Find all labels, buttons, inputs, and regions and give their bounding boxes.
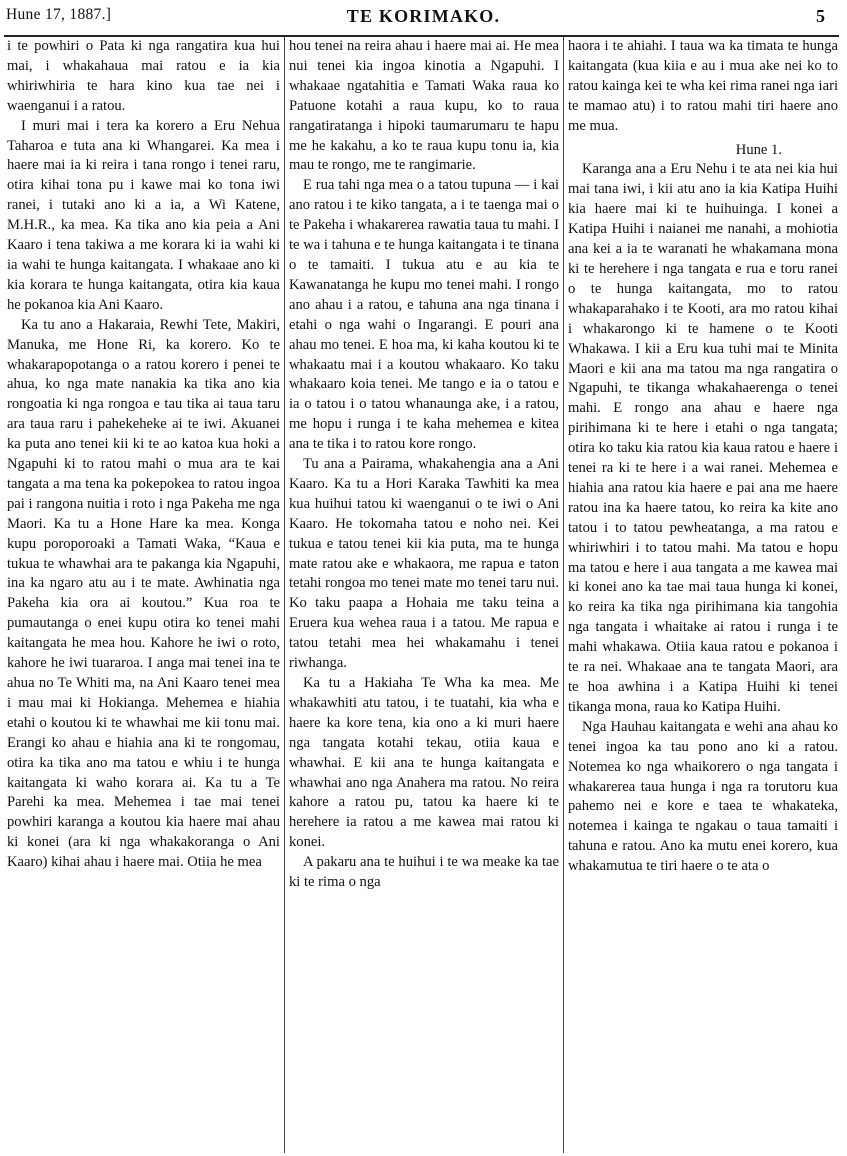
paragraph: haora i te ahiahi. I taua wa ka timata te hunga kaitangata (kua kiia e au i mua ake nei ko to ratou kainga kei te wha kei rima ranei nga iari te mamao atu) i to ratou mahi tiri haere ano me mua. [568,38,838,134]
paragraph: i te powhiri o Pata ki nga rangatira kua hui mai, i whakahaua mai ratou e ia kia whiriwhiria te hara kino kua tae nei i waenganui i a ratou. [7,38,280,114]
issue-date: Hune 17, 1887.] [6,6,112,23]
newspaper-title: TE KORIMAKO. [346,6,501,26]
page-number: 5 [816,6,825,26]
column-divider-2 [563,37,564,1153]
text-column-1 [6,37,281,1153]
text-column-2 [288,37,560,1153]
column-divider-1 [284,37,285,1153]
paragraph: Karanga ana a Eru Nehu i te ata nei kia hui mai tana iwi, i kii atu ano ia kia Katipa Huihi kia haere mai ki te huihuinga. I konei a Katipa Huihi i naianei me nanahi, a mohiotia ana kei a ia te waranati he whakamana mona ki te herehere i nga tangata e rua e toru ranei o te hunga kaitangata, mo to ratou whakaparahako i te Kooti, ara mo ratou kihai i whakarongo ki te hamene o te Kooti Whakawa. I kii a Eru kua tuhi mai te Minita Maori e kii ana ma tatou ma nga rangatira o Ngapuhi, te tikanga whakahaerenga o tenei mahi. E rongo ana ahau e haere nga pirihimana ki te here i etahi o nga tangata; otira ko taku kia ratou kia kaua ratou e haere i tenei ra ki te here i a wai ranei. Mehemea e hiahia ana ratou kia haere e pai ana me haere ratou ina ka haere tatou, ko reira ka kite ano tatou i to tatou pewheatanga, a ma ratou e whiriwhiri i to tatou mahi. Ma tatou e hopu ma tatou e here i aua tangata a me kawea mai ki konei ano ka tae mai taua hunga ki konei, ko reira ka tika nga pirihimana kia tangohia nga tangata i whaitake ai ratou i runga i te mahi whakawa. Otiia kaua ratou e pokanoa i te ra nei. Whakaae ana te tangata Maori, ara te hoa awhina i a Katipa Huihi ki tenei tikanga mona, raua ko Katipa Huihi. [568,161,838,715]
page-header [0,0,847,40]
paragraph: Ka tu ano a Hakaraia, Rewhi Tete, Makiri, Manuka, me Hone Ri, ka korero. Ko te whakarapopotanga o a ratou korero i penei te ahua, ko nga mate nanakia ka tika ano kia rongoatia ki nga rongoa e tau tika ai taua taru ara taua raru i pahekeheke ai te iwi. Akuanei ka puta ano tenei kii ki te ao katoa kua hoki a Ngapuhi ki to ratou mahi o mua ara te kai tangata a ma tena ka pokepokea to ratou ingoa pai i rangona nuitia i roto i nga Pakeha me nga Maori. Ka tu a Hone Hare ka mea. Konga kupu poroporoaki a Tamati Waka, “Kaua e tukua te whawhai ara te pakanga kia Ngapuhi, ina ka ngaro atu au i te mate. Awhinatia nga Pakeha kia ora ai koutou.” Kua roa te pumautanga o enei kupu otira ko tenei mahi kaitangata he mea hou. Kahore he iwi o roto, kahore he iwi tuararoa. I anga mai tenei ina te ahua no Te Whiti ma, na Ani Kaaro tenei mea i mau mai ki Hokianga. Mehemea e hiahia etahi o koutou ki te whawhai me kii tonu mai. Erangi ko ahau e hiahia ana ki te rongomau, otira ka tika ano ma tatou e whiu i te hunga kaitangata ki waho korara ai. Ka tu a Te Parehi ka mea. Mehemea i tae mai tenei powhiri karanga a koutou kia haere mai ahau ki konei (ara ki nga whakakoranga o Ani Kaaro) kihai ahau i haere mai. Otiia he mea [7,316,280,871]
paragraph: Tu ana a Pairama, whakahengia ana a Ani Kaaro. Ka tu a Hori Karaka Tawhiti ka mea kua huihui tatou ki waenganui o te iwi o Ani Kaaro. He tokomaha tatou e noho nei. Kei tukua e tatou tenei kii kia puta, ma te hunga mate ratou ake e whakaora, me rapua e taton tetahi rongoa mo tenei mate mo tenei taru nui. Ko taku paapa a Hohaia me taku teina a Eruera kua wehea raua i a tatou. Me rapua e tatou tetahi mea hei whakamahu i tenei riwhanga. [289,456,559,672]
paragraph: Ka tu a Hakiaha Te Wha ka mea. Me whakawhiti atu tatou, i te tuatahi, kia wha e haere ka kore tena, kia ono a ki muri haere nga tangata kotahi tekau, otiia kaua e whawhai. E kii ana te hunga kaitangata e whawhai ano nga Anahera ma ratou. No reira kahore a ratou pu, tatou ka haere ki te herehere ia ratou a me kawea mai ratou ki konei. [289,675,559,851]
paragraph: Nga Hauhau kaitangata e wehi ana ahau ko tenei ingoa ka tau pono ano ki a ratou. Notemea ko nga whaikorero o nga tangata i whakarerea taua hunga i nga ra torutoru kua pahemo nei e kore e taea te whakateka, notemea i kainga te ngakau o taua tamaiti i tahuna e ratou. Ano ka mutu enei korero, kua whakamutua te tiri haere o te ata o [568,718,838,875]
paragraph: E rua tahi nga mea o a tatou tupuna — i kai ano ratou i te kiko tangata, a i te taenga mai o te Pakeha i whakarerea rawatia taua tu mahi. I te wa i tahuna e te hunga kaitangata i te tinana o te tamaiti. I tukua atu e au kia te Kawanatanga he kupu mo tenei mahi. I rongo ano ahau i a ratou, e tahuna ana nga tinana i etahi o nga wahi o Ingarangi. E pouri ana ahau mo tenei. E hoa ma, ki kaha koutou ki te whakaatu mai i a koutou whakaaro. Ko taku whakaaro koia tenei. Me tango e ia o tatou e ia o tatou i o tatou whanaunga ake, i a ratou, me hopu i runga i te kaha mehemea e kitea ana te tika i to ratou kore rongo. [289,177,559,453]
paragraph: hou tenei na reira ahau i haere mai ai. He mea nui tenei kia ingoa kinotia a Ngapuhi. I whakaae ngatahitia e Tamati Waka raua ko Patuone kotahi a raua kupu, ko to raua rangatiratanga i hipoki taumarumaru te hapu me he kakahu, a ko te raua kupu tonu ia, kia mau te rongo, me te rangimarie. [289,38,559,174]
paragraph: I muri mai i tera ka korero a Eru Nehua Taharoa e tuta ana ki Whangarei. Ka mea i haere mai ia ki reira i tana rongo i tenei raru, otira kihai tona pu i kawe mai ko tona iwi ranei, i tutaki ano ki a ia, a Wi Katene, M.H.R., ka mea. Ka tika ano kia peia a Ani Kaaro i tena takiwa a me korara ki ia wahi ki ia wahi te hunga kaitangata. I whakaae ano ki kia korara te hunga kaitangata, otira kia kaua he pokanoa kia Ani Kaaro. [7,117,280,313]
date-heading: Hune 1. [735,141,782,158]
paragraph: A pakaru ana te huihui i te wa meake ka tae ki te rima o nga [289,854,559,891]
text-column-3 [567,37,839,1153]
